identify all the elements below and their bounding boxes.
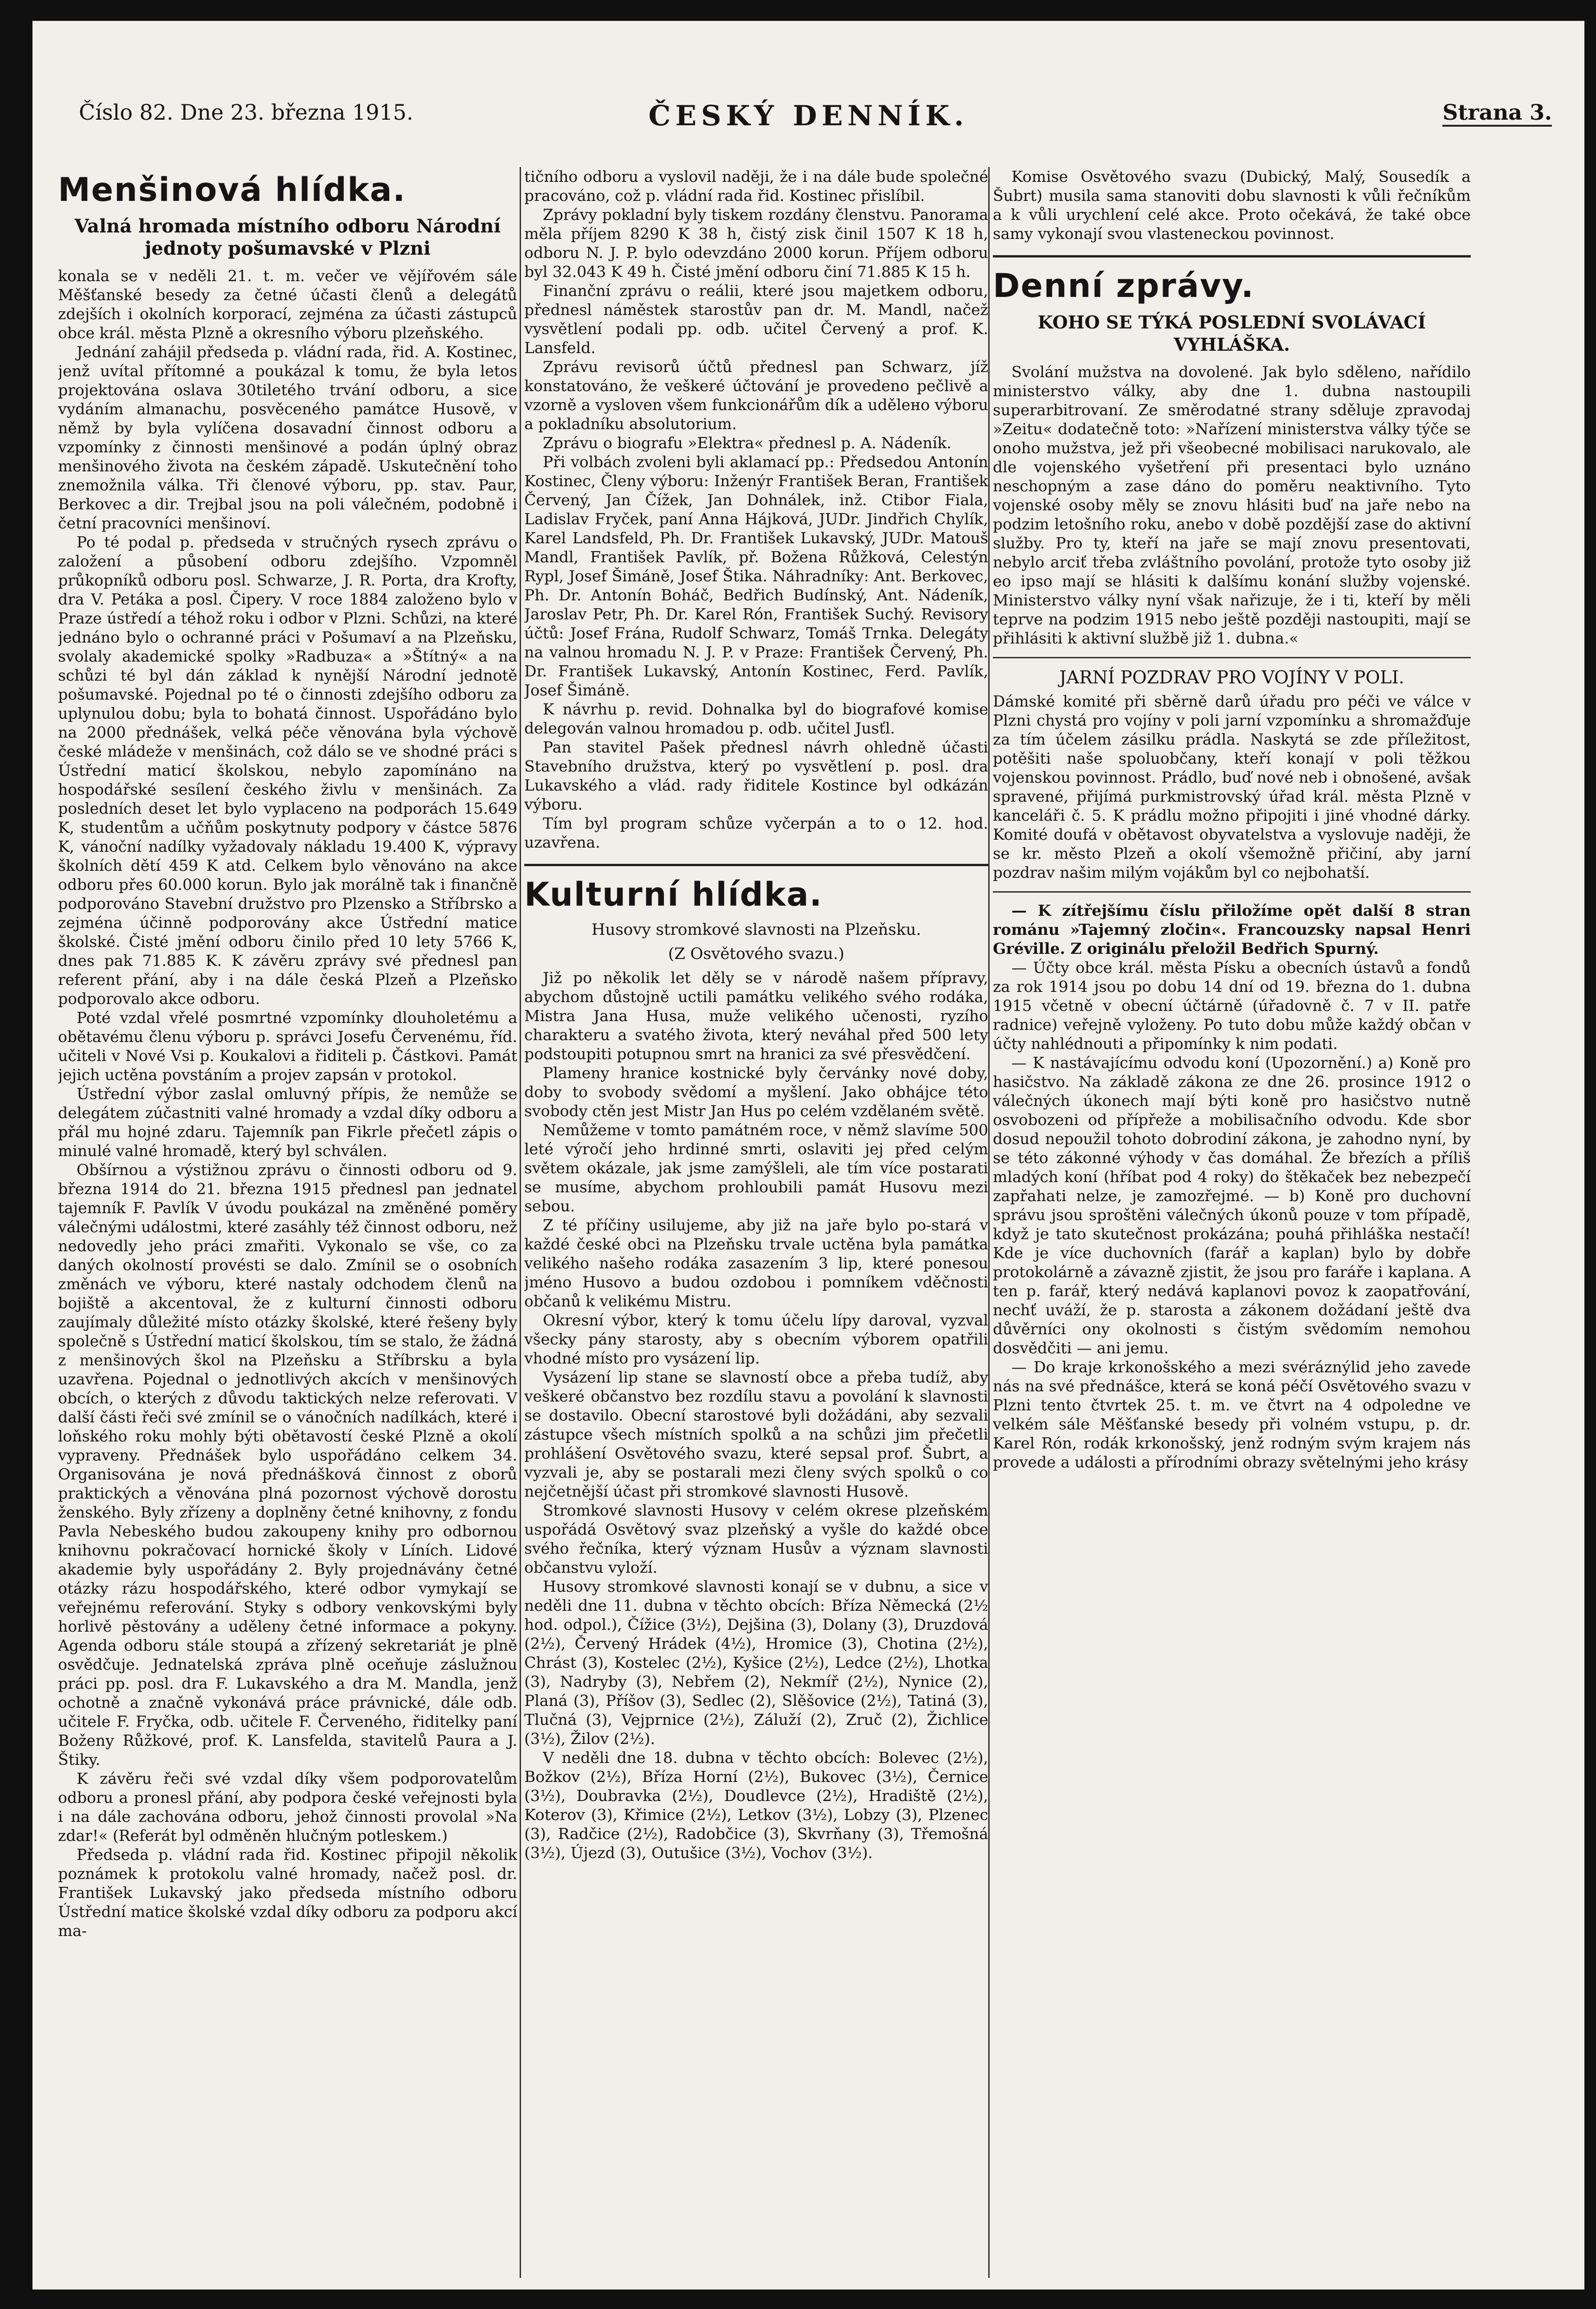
issue-date: Číslo 82. Dne 23. března 1915. <box>79 100 413 125</box>
paragraph: Předseda p. vládní rada řid. Kostinec připojil několik poznámek k protokolu valné hromady, načež posl. dr. František Lukavský jako předseda místního odboru Ústřední matice školské vzdal díky odboru za podporu akcí ma- <box>58 1846 517 1940</box>
paragraph: K závěru řeči své vzdal díky všem podporovatelům odboru a pronesl přání, aby podpora české veřejnosti byla i na dále zachována odboru, jehož činnosti provolal »Na zdar!« (Referát byl odměněn hlučným potleskem.) <box>58 1769 517 1845</box>
paragraph: Dámské komité při sběrně darů úřadu pro péči ve válce v Plzni chystá pro vojíny v poli jarní vzpomínku a shromažďuje za tím účelem zásilku prádla. Naskytá se zde příležitost, potěšiti naše spoluobčany, kteří konají v poli těžkou vojenskou povinnost. Prádlo, buď nové neb i obnošené, avšak spravené, přijímá purkmistrovský úřad král. města Plzně v kanceláři č. 5. K prádlu možno připojiti i jiné vhodné dárky. Komité doufá v obětavost obyvatelstva a vyslovuje naději, že se kr. město Plzeň a okolí všemožně přičiní, aby jarní pozdrav našim milým vojákům byl co nejbohatší. <box>993 692 1471 881</box>
section-rule <box>993 255 1471 257</box>
paragraph: Finanční zprávu o reálii, které jsou majetkem odboru, přednesl náměstek starostův pan dr. M. Mandl, načež vysvětlení podali pp. odb. učitel Červený a prof. K. Lansfeld. <box>524 282 988 357</box>
news-item: — Účty obce král. města Písku a obecních ústavů a fondů za rok 1914 jsou po dobu 14 dní od 19. března do 1. dubna 1915 včetně v obecní účtárně (úřadovně č. 7 v II. patře radnice) veřejně vyloženy. Po tuto dobu může každý občan v účty nahlédnouti a připomínky k nim podati. <box>993 958 1471 1053</box>
article-title: Valná hromada místního odboru Národní jednoty pošumavské v Plzni <box>74 215 501 259</box>
divider <box>993 657 1471 658</box>
paragraph: Zprávu o biografu »Elektra« přednesl p. A. Nádeník. <box>543 434 952 452</box>
paragraph: Plameny hranice kostnické byly červánky nové doby, doby to svobody svědomí a myšlení. Jako obhájce této svobody ctěn jest Mistr Jan Hus po celém vzdělaném světě. <box>524 1064 988 1120</box>
paragraph: Husovy stromkové slavnosti konají se v dubnu, a sice v neděli dne 11. dubna v těchto obcích: Bříza Německá (2½ hod. odpol.), Čížice (3½), Dejšina (3), Dolany (3), Druzdová (2½), Červený Hrádek (4½), Hromice (3), Chotina (2½), Chrást (3), Kostelec (2½), Kyšice (2½), Ledce (2½), Lhotka (3), Nadryby (3), Nebřem (2), Nekmíř (2½), Nynice (2), Planá (3), Příšov (3), Sedlec (2), Slěšovice (2½), Tatiná (3), Tlučná (3), Vejprnice (2½), Záluží (2), Zruč (2), Žichlice (3½), Žilov (2½). <box>524 1577 988 1748</box>
paragraph: Po té podal p. předseda v stručných rysech zprávu o založení a působení odboru zdejšího. Vzpomněl průkopníků odboru posl. Schwarze, J. R. Porta, dra Krofty, dra V. Petáka a posl. Čipery. V roce 1884 založeno bylo v Praze ústředí a téhož roku i odbor v Plzni. Schůzi, na které jednáno bylo o ochranné práci v Pošumaví a na Plzeňsku, svolaly akademické spolky »Radbuza« a »Štítný« a na schůzi té byl dán základ k nynější Národní jednotě pošumavské. Pojednal po té o činnosti zdejšího odboru za uplynulou dobu; byla to bohatá činnost. Uspořádáno bylo na 2000 přednášek, velká péče věnována byla výchově české mládeže v menšinách, což dálo se ve shodné práci s Ústřední maticí školskou, nebylo zapomínáno na hospodářské sesílení českého živlu v menšinách. Za posledních deset let bylo vyplaceno na podporách 15.649 K, studentům a učňům poskytnuty podpory v částce 5876 K, vánoční nadílky vyžadovaly nákladu 19.400 K, výpravy školních dětí 459 K atd. Celkem bylo věnováno na akce odboru přes 60.000 korun. Bylo jak morálně tak i finančně podporováno Stavební družstvo pro Plzensko a Stříbrsko a zejména účinně podporovány akce Ústřední matice školské. Čisté jmění odboru činilo před 10 lety 5766 K, dnes pak 71.885 K. K závěru zprávy své přednesl pan referent přání, aby i na dále česká Plzeň a Plzeňsko podporovalo akce odboru. <box>58 533 517 1008</box>
column-2 <box>524 167 988 2283</box>
paragraph: Svolání mužstva na dovolené. Jak bylo sděleno, nařídilo ministerstvo války, aby dne 1. dubna nastoupili superarbitrovaní. Ze směrodatné strany sděluje zpravodaj »Zeitu« dodatečně toto: »Nařízení ministerstva války týče se onoho mužstva, jež při všeobecné mobilisaci narukovalo, ale dle vojenského vyšetření při presentaci bylo uznáno neschopným a zase dáno do poměru neaktivního. Tyto vojenské osoby měly se znovu hlásiti buď na jaře nebo na podzim letošního roku, anebo v době pozdější zase do aktivní služby. Pro ty, kteří na jaře se mají znovu presentovati, nebylo arciť třeba zvláštního povolání, protože tyto osoby již eo ipso mají se hlásiti k dalšímu konání služby vojenské. Ministerstvo války nyní však nařizuje, že i ti, kteří by měli teprve na podzim 1915 nebo ještě později nastoupiti, mají se přihlásiti k aktivní službě již 1. dubna.« <box>993 363 1471 647</box>
paragraph: Z té příčiny usilujeme, aby již na jaře bylo po-stará v každé české obci na Plzeňsku trvale uctěna byla památka velikého našeho rodáka zasazením 3 lip, které ponesou jméno Husovo a budou ozdobou i pomníkem vděčnosti občanů k velikému Mistru. <box>524 1216 988 1310</box>
section-title-mensinova: Menšinová hlídka. <box>58 171 406 209</box>
paragraph: Tím byl program schůze vyčerpán a to o 12. hod. uzavřena. <box>524 814 988 851</box>
paragraph: Obšírnou a výstižnou zprávu o činnosti odboru od 9. března 1914 do 21. března 1915 přednesl pan jednatel tajemník F. Pavlík V úvodu poukázal na změněné poměry válečnými událostmi, které zasáhly též činnost odboru, než nedovedly jeho práci zmařiti. Vykonalo se vše, co za daných okolností provésti se dalo. Zmínil se o osobních změnách ve výboru, které nastaly odchodem členů na bojiště a akcentoval, že z kulturní činnosti odboru zaujímaly důležité místo otázky školské, které řešeny byly společně s Ústřední maticí školskou, tím se stalo, že žádná z menšinových škol na Plzeňsku a Stříbrsku a byla uzavřena. Pojednal o jednotlivých akcích v menšinových obcích, o kterých z důvodu taktických nelze referovati. V další části řeči své zmínil se o vánočních nadílkách, které i loňského roku mohly býti obětavostí české Plzně a okolí vypraveny. Přednášek bylo uspořádáno celkem 34. Organisována je nová přednášková činnost z oborů praktických a věnována plná pozornost výchově dorostu ženského. Byly zřízeny a doplněny četné knihovny, z fondu Pavla Nebeského budou zakoupeny knihy pro odbornou knihovnu pokračovací hornické školy v Líních. Lidové akademie byly uspořádány 2. Byly projednávány četné otázky rázu hospodářského, které odbor vymykají se veřejnému referování. Styky s odbory venkovskými byly horlivě pěstovány a uděleny četné informace a pokyny. Agenda odboru stále stoupá a zřízený sekretariát je plně osvědčuje. Jednatelská zpráva plně oceňuje záslužnou práci pp. posl. dra F. Lukavského a dra M. Mandla, jenž ochotně a značně vykonává práce právnické, dále odb. učitele F. Fryčka, odb. učitele F. Červeného, řiditelky paní Boženy Růžkové, prof. K. Lansfelda, stavitelů Paura a J. Štiky. <box>58 1161 517 1769</box>
news-item: — K zítřejšímu číslu přiložíme opět další 8 stran románu »Tajemný zločin«. Francouzsky napsal Henri Gréville. Z originálu přeložil Bedřich Spurný. <box>993 901 1471 958</box>
page-header <box>46 100 1570 155</box>
paragraph: Okresní výbor, který k tomu účelu lípy daroval, vyzval všecky pány starosty, aby s obecním výborem opatřili vhodné místo pro vysázení lip. <box>524 1311 988 1367</box>
news-item: — K nastávajícímu odvodu koní (Upozornění.) a) Koně pro hasičstvo. Na základě zákona ze dne 26. prosince 1912 o válečných úkonech mají býti koně pro hasičstvo nutně osvobozeni od přípřeže a mobilisačního odvodu. Kde sbor dosud nepoužil tohoto dobrodiní zákona, je zahodno nyní, by se této zákonné výhody v čas domáhal. Že březích a příliš mladých koní (hříbat pod 4 roky) do štěkaček bez nebezpečí zapřahati nelze, je zamozřejmé. — b) Koně pro duchovní správu jsou sproštěni válečných úkonů pouze v tom případě, když je tato skutečnost prokázána; pouhá přihláška nestačí! Kde je více duchovních (farář a kaplan) bylo by dobře protokolárně a závazně zjistit, že jsou pro faráře i kaplana. A ten p. farář, který nedává kaplanovi povoz k zaopatřování, nechť uváží, že p. starosta a zákonem dožádaní ještě dva důvěrníci ony okolnosti s čistým svědomím nemohou dosvědčiti — ani jemu. <box>993 1054 1471 1357</box>
paragraph: K návrhu p. revid. Dohnalka byl do biografové komise delegován valnou hromadou p. odb. učitel Jusťl. <box>524 700 988 737</box>
article-source: (Z Osvětového svazu.) <box>668 945 844 963</box>
paragraph: Ústřední výbor zaslal omluvný přípis, že nemůže se delegátem zúčastniti valné hromady a vzdal díky odboru a přál mu hojné zdaru. Tajemník pan Fikrle přečetl zápis o minulé valné hromadě, který byl schválen. <box>58 1085 517 1160</box>
paragraph: Nemůžeme v tomto památném roce, v němž slavíme 500 leté výročí jeho hrdinné smrti, oslaviti jej před celým světem okázale, jak jsme zamýšleli, ale tím více postarati se musíme, abychom prohloubili památ Husovu mezi sebou. <box>524 1121 988 1215</box>
paragraph: Zprávy pokladní byly tiskem rozdány členstvu. Panorama měla příjem 8290 K 38 h, čistý zisk činil 1507 K 18 h, odboru N. J. P. bylo odevzdáno 2000 korun. Příjem odboru byl 32.043 K 49 h. Čisté jmění odboru činí 71.885 K 15 h. <box>524 206 988 281</box>
section-rule <box>524 864 988 866</box>
section-title-kulturni: Kulturní hlídka. <box>524 875 823 913</box>
paragraph: Komise Osvětového svazu (Dubický, Malý, Sousedík a Šubrt) musila sama stanoviti dobu slavnosti k vůli řečníkům a k vůli urychlení celé akce. Proto očekává, že také obce samy vykonají svou vlastenеckou povinnost. <box>993 167 1471 243</box>
paragraph: Zprávu revisorů účtů přednesl pan Schwarz, jíž konstatováno, že veškeré účtování je provedeno pečlivě a vzorně a vysloven všem funkcionářům dík a udělено výboru a pokladníku absolutorium. <box>524 358 988 433</box>
page-number: Strana 3. <box>1442 100 1552 127</box>
masthead-title: ČESKÝ DENNÍK. <box>648 100 969 132</box>
newspaper-page <box>32 21 1584 2290</box>
column-3 <box>993 167 1471 2283</box>
paragraph: konala se v neděli 21. t. m. večer ve vějířovém sále Měšťanské besedy za četné účasti členů a delegátů zdejších i okolních korporací, zejména za účasti zástupců obce král. města Plzně a okresního výboru plzeňského. <box>58 267 517 342</box>
paragraph: Pan stavitel Pašek přednesl návrh ohledně účasti Stavebního družstva, který po vysvětlení p. posl. dra Lukavského a vlád. rady řiditele Kostince byl odkázán výboru. <box>524 738 988 813</box>
article-title: Husovy stromkové slavnosti na Plzeňsku. <box>591 920 921 939</box>
article-title: KOHO SE TÝKÁ POSLEDNÍ SVOLÁVACÍ VYHLÁŠKA. <box>1037 312 1426 355</box>
column-1 <box>58 167 517 2283</box>
paragraph: Jednání zahájil předseda p. vládní rada, řid. A. Kostinec, jenž uvítal přítomné a poukázal k tomu, že byla letos projektována oslava 30tiletého trvání odboru, a sice vydáním almanachu, posvěceného památce Husově, v němž by byla vylíčena dosavadní činnost odboru a vzpomínky z činnosti menšinové a podán úplný obraz menšinového života na českém západě. Uskutečnění toho znemožnila válka. Tři členové výboru, pp. stav. Paur, Berkovec a dir. Trejbal jsou na poli válečném, podobně i četní pracovníci menšinoví. <box>58 343 517 532</box>
column-divider <box>520 167 521 2278</box>
paragraph: Stromkové slavnosti Husovy v celém okrese plzeňském uspořádá Osvětový svaz plzeňský a vyšle do každé obce svého řečníka, který význam Husův a význam slavnosti občanstvu vyloží. <box>524 1501 988 1576</box>
news-item: — Do kraje krkonošského a mezi svéráznýlid jeho zavede nás na své přednášce, která se koná péčí Osvětového svazu v Plzni tento čtvrtek 25. t. m. ve čtvrt na 4 odpoledne ve velkém sále Měšťanské besedy při volném vstupu, p. dr. Karel Rón, rodák krkonošský, jenž rodným svým krajem nás provede a události a přírodními obrazy světelnými jeho krásy <box>993 1358 1471 1471</box>
paragraph: Již po několik let děly se v národě našem přípravy, abychom důstojně uctili památku velikého svého rodáka, Mistra Jana Husa, muže velikého učenosti, ryzího charakteru a svatého života, který neváhal před 500 lety podstoupiti potupnou smrt na hranici za své přesvědčení. <box>524 969 988 1063</box>
paragraph: tičního odboru a vyslovil naději, že i na dále bude společné pracováno, což p. vládní rada řid. Kostinec přislíbil. <box>524 167 988 205</box>
paragraph: Při volbách zvoleni byli aklamací pp.: Předsedou Antonín Kostinec, Členy výboru: Inženýr František Beran, František Červený, Jan Čížek, Jan Dohnálek, inž. Ctibor Fiala, Ladislav Fryček, paní Anna Hájková, JUDr. Jindřich Chylík, Karel Landsfeld, Ph. Dr. František Lukavský, JUDr. Matouš Mandl, František Pavlík, př. Božena Růžková, Celestýn Rypl, Josef Šimáně, Josef Štika. Náhradníky: Ant. Berkovec, Ph. Dr. Antonín Boháč, Bedřich Budínský, Ant. Nádeník, Jaroslav Petr, Ph. Dr. Karel Rón, František Suchý. Revisory účtů: Josef Frána, Rudolf Schwarz, Tomáš Trnka. Delegáty na valnou hromadu N. J. P. v Praze: František Červený, Ph. Dr. František Lukavský, Antonín Kostinec, Ferd. Pavlík, Josef Šimáně. <box>524 453 988 699</box>
section-title-denni: Denní zprávy. <box>993 267 1255 305</box>
paragraph: Poté vzdal vřelé posmrtné vzpomínky dlouholetému a obětavému členu výboru p. správci Josefu Červenému, říd. učiteli v Nové Vsi p. Koukalovi a řiditeli p. Částkovi. Památ jejich uctěna povstáním a projev zapsán v protokol. <box>58 1009 517 1084</box>
box-title: JARNÍ POZDRAV PRO VOJÍNY V POLI. <box>1059 667 1404 688</box>
divider <box>993 891 1471 893</box>
paragraph: V neděli dne 18. dubna v těchto obcích: Bolevec (2½), Božkov (2½), Bříza Horní (2½), Bukovec (3½), Černice (3½), Doubravka (2½), Doudlevce (2½), Hradiště (2½), Koterov (3), Křimice (2½), Letkov (3½), Lobzy (3), Plzenec (3), Radčice (2½), Radobčice (3), Skvrňany (3), Třemošná (3½), Újezd (3), Outušice (3½), Vochov (3½). <box>524 1749 988 1862</box>
column-divider <box>988 167 990 2278</box>
paragraph: Vysázení lip stane se slavností obce a přeba tudíž, aby veškeré občanstvo bez rozdílu stavu a povolání k slavnosti se dostavilo. Obecní starostové byli dožádáni, aby sezvali zástupce všech místních spolků a na schůzi jim přečetli prohlášení Osvětového svazu, které sepsal prof. Šubrt, a vyzvali je, aby se postarali mezi členy svých spolků o co nejčetnější účast při stromkové slavnosti Husově. <box>524 1368 988 1500</box>
